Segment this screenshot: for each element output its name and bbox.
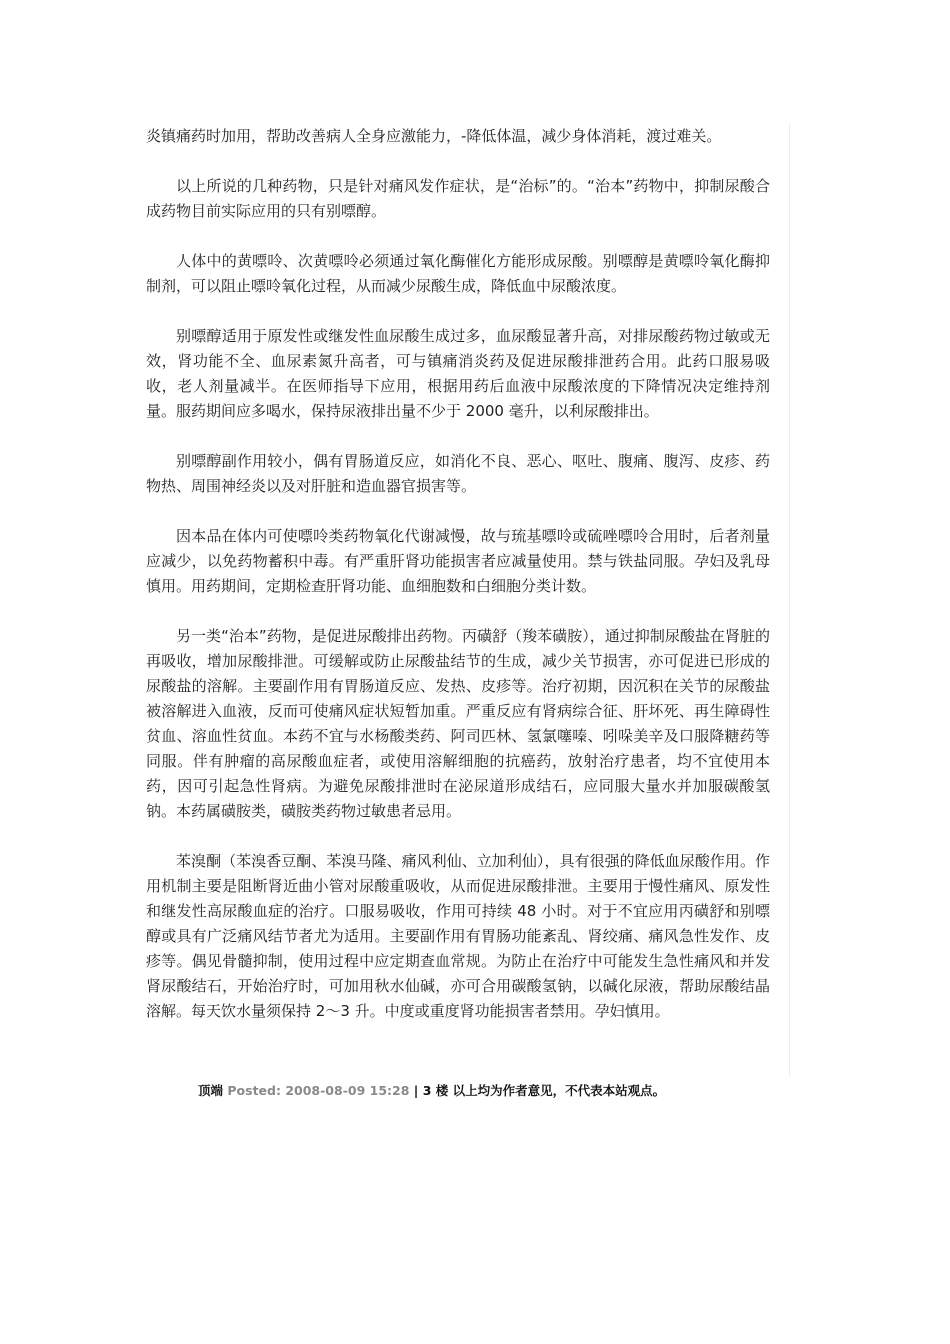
paragraph: 另一类“治本”药物，是促进尿酸排出药物。丙磺舒（羧苯磺胺），通过抑制尿酸盐在肾脏的再吸收，增加尿酸排泄。可缓解或防止尿酸盐结节的生成，减少关节损害，亦可促进已形成的尿酸盐的溶解。主要副作用有胃肠道反应、发热、皮疹等。治疗初期，因沉积在关节的尿酸盐被溶解进入血液，反而可使痛风症状短暂加重。严重反应有肾病综合征、肝坏死、再生障碍性贫血、溶血性贫血。本药不宜与水杨酸类药、阿司匹林、氢氯噻嗪、吲哚美辛及口服降糖药等同服。伴有肿瘤的高尿酸血症者，或使用溶解细胞的抗癌药，放射治疗患者，均不宜使用本药，因可引起急性肾病。为避免尿酸排泄时在泌尿道形成结石，应同服大量水并加服碳酸氢钠。本药属磺胺类，磺胺类药物过敏患者忌用。 [146, 627, 770, 820]
paragraph: 炎镇痛药时加用，帮助改善病人全身应激能力，-降低体温，减少身体消耗，渡过难关。 [146, 127, 722, 145]
paragraph: 别嘌醇副作用较小，偶有胃肠道反应，如消化不良、恶心、呕吐、腹痛、腹泻、皮疹、药物热、周围神经炎以及对肝脏和造血器官损害等。 [146, 452, 770, 495]
posted-timestamp: Posted: 2008-08-09 15:28 [227, 1083, 410, 1098]
paragraph: 苯溴酮（苯溴香豆酮、苯溴马隆、痛风利仙、立加利仙），具有很强的降低血尿酸作用。作用机制主要是阻断肾近曲小管对尿酸重吸收，从而促进尿酸排泄。主要用于慢性痛风、原发性和继发性高尿酸血症的治疗。口服易吸收，作用可持续 48 小时。对于不宜应用丙磺舒和别嘌醇或具有广泛痛风结节者尤为适用。主要副作用有胃肠功能紊乱、肾绞痛、痛风急性发作、皮疹等。偶见骨髓抑制，使用过程中应定期查血常规。为防止在治疗中可能发生急性痛风和并发肾尿酸结石，开始治疗时，可加用秋水仙碱，亦可合用碳酸氢钠，以碱化尿液，帮助尿酸结晶溶解。每天饮水量须保持 2～3 升。中度或重度肾功能损害者禁用。孕妇慎用。 [146, 852, 770, 1020]
post-footer [198, 1082, 758, 1100]
paragraph: 别嘌醇适用于原发性或继发性血尿酸生成过多，血尿酸显著升高，对排尿酸药物过敏或无效，肾功能不全、血尿素氮升高者，可与镇痛消炎药及促进尿酸排泄药合用。此药口服易吸收，老人剂量减半。在医师指导下应用，根据用药后血液中尿酸浓度的下降情况决定维持剂量。服药期间应多喝水，保持尿液排出量不少于 2000 毫升，以利尿酸排出。 [146, 327, 770, 420]
paragraph: 以上所说的几种药物，只是针对痛风发作症状，是“治标”的。“治本”药物中，抑制尿酸合成药物目前实际应用的只有别嘌醇。 [146, 177, 770, 220]
disclaimer-text: 楼 以上均为作者意见，不代表本站观点。 [435, 1083, 666, 1098]
separator: | [413, 1083, 419, 1098]
top-link[interactable]: 顶端 [198, 1083, 224, 1098]
right-divider [789, 124, 790, 1076]
paragraph: 人体中的黄嘌呤、次黄嘌呤必须通过氧化酶催化方能形成尿酸。别嘌醇是黄嘌呤氧化酶抑制剂，可以阻止嘌呤氧化过程，从而减少尿酸生成，降低血中尿酸浓度。 [146, 252, 770, 295]
floor-number: 3 [422, 1083, 432, 1098]
paragraph: 因本品在体内可使嘌呤类药物氧化代谢减慢，故与琉基嘌呤或硫唑嘌呤合用时，后者剂量应减少，以免药物蓄积中毒。有严重肝肾功能损害者应减量使用。禁与铁盐同服。孕妇及乳母慎用。用药期间，定期检查肝肾功能、血细胞数和白细胞分类计数。 [146, 527, 770, 595]
article-body [146, 124, 770, 1024]
